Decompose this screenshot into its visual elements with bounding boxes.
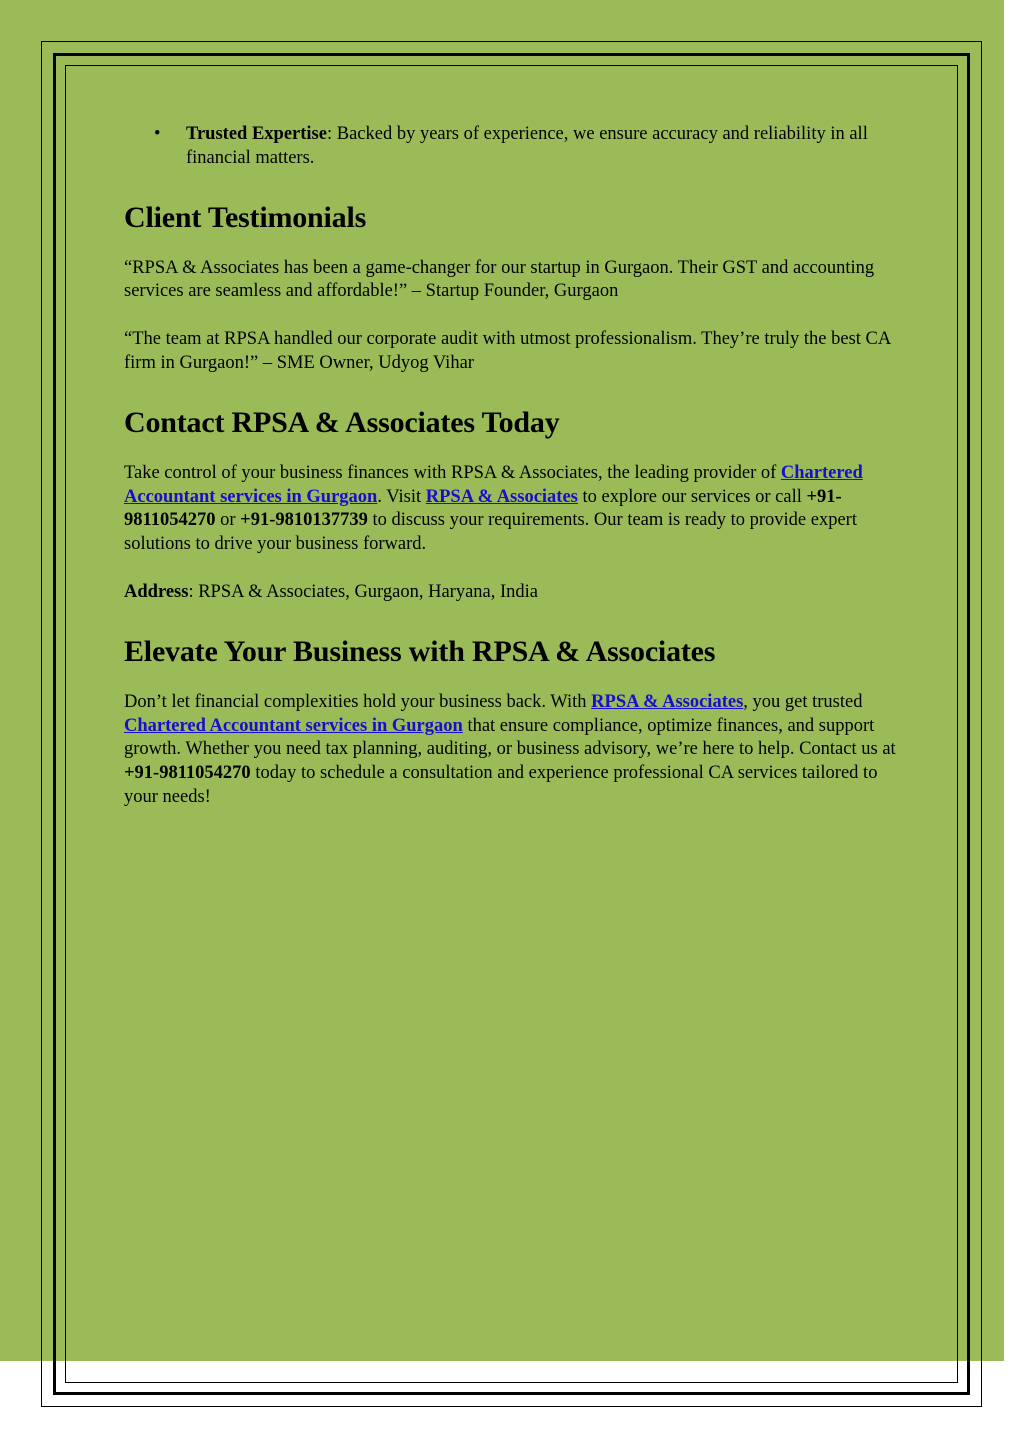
testimonial-quote: “RPSA & Associates has been a game-changer for our startup in Gurgaon. Their GST and accounting services are seamless and affordable!” – Startup Founder, Gurgaon xyxy=(124,257,875,302)
phone-number: +91-9811054270 xyxy=(124,486,842,531)
contact-text: to explore our services or call xyxy=(577,486,807,507)
contact-text: Take control of your business finances with RPSA & Associates, the leading provider of xyxy=(124,462,781,483)
bullet-title: Trusted Expertise xyxy=(186,124,327,144)
phone-number: +91-9810137739 xyxy=(240,510,368,531)
elevate-text: today to schedule a consultation and experience professional CA services tailored to your needs! xyxy=(124,763,878,807)
elevate-paragraph xyxy=(124,691,904,810)
list-item xyxy=(124,123,904,171)
ca-services-link[interactable]: Chartered Accountant services in Gurgaon xyxy=(124,715,463,736)
address-text: : RPSA & Associates, Gurgaon, Haryana, India xyxy=(188,581,539,602)
elevate-heading: Elevate Your Business with RPSA & Associates xyxy=(124,634,716,668)
testimonials-heading: Client Testimonials xyxy=(124,200,367,234)
ca-services-link[interactable]: Chartered Accountant services in Gurgaon xyxy=(124,462,863,507)
bullet-text: : Backed by years of experience, we ensure accuracy and reliability in all financial matters. xyxy=(186,124,868,168)
contact-text: to discuss your requirements. Our team is ready to provide expert solutions to drive your business forward. xyxy=(124,510,857,555)
document-content xyxy=(124,123,904,834)
bullet-icon: • xyxy=(154,124,161,144)
elevate-text: , you get trusted xyxy=(743,691,863,712)
contact-text: . Visit xyxy=(377,486,426,507)
contact-heading: Contact RPSA & Associates Today xyxy=(124,405,560,439)
address-line xyxy=(124,581,904,605)
testimonial-quote: “The team at RPSA handled our corporate audit with utmost professionalism. They’re truly the best CA firm in Gurgaon!” – SME Owner, Udyog Vihar xyxy=(124,329,891,373)
address-label: Address xyxy=(124,581,189,602)
contact-text: or xyxy=(215,510,241,531)
contact-paragraph xyxy=(124,462,904,557)
elevate-text: that ensure compliance, optimize finances, and support growth. Whether you need tax planning, auditing, or business advisory, we’re here to help. Contact us at xyxy=(124,715,896,760)
elevate-text: Don’t let financial complexities hold your business back. With xyxy=(124,691,592,712)
phone-number: +91-9811054270 xyxy=(124,763,251,784)
rpsa-link[interactable]: RPSA & Associates xyxy=(425,486,578,507)
rpsa-link[interactable]: RPSA & Associates xyxy=(591,691,744,712)
